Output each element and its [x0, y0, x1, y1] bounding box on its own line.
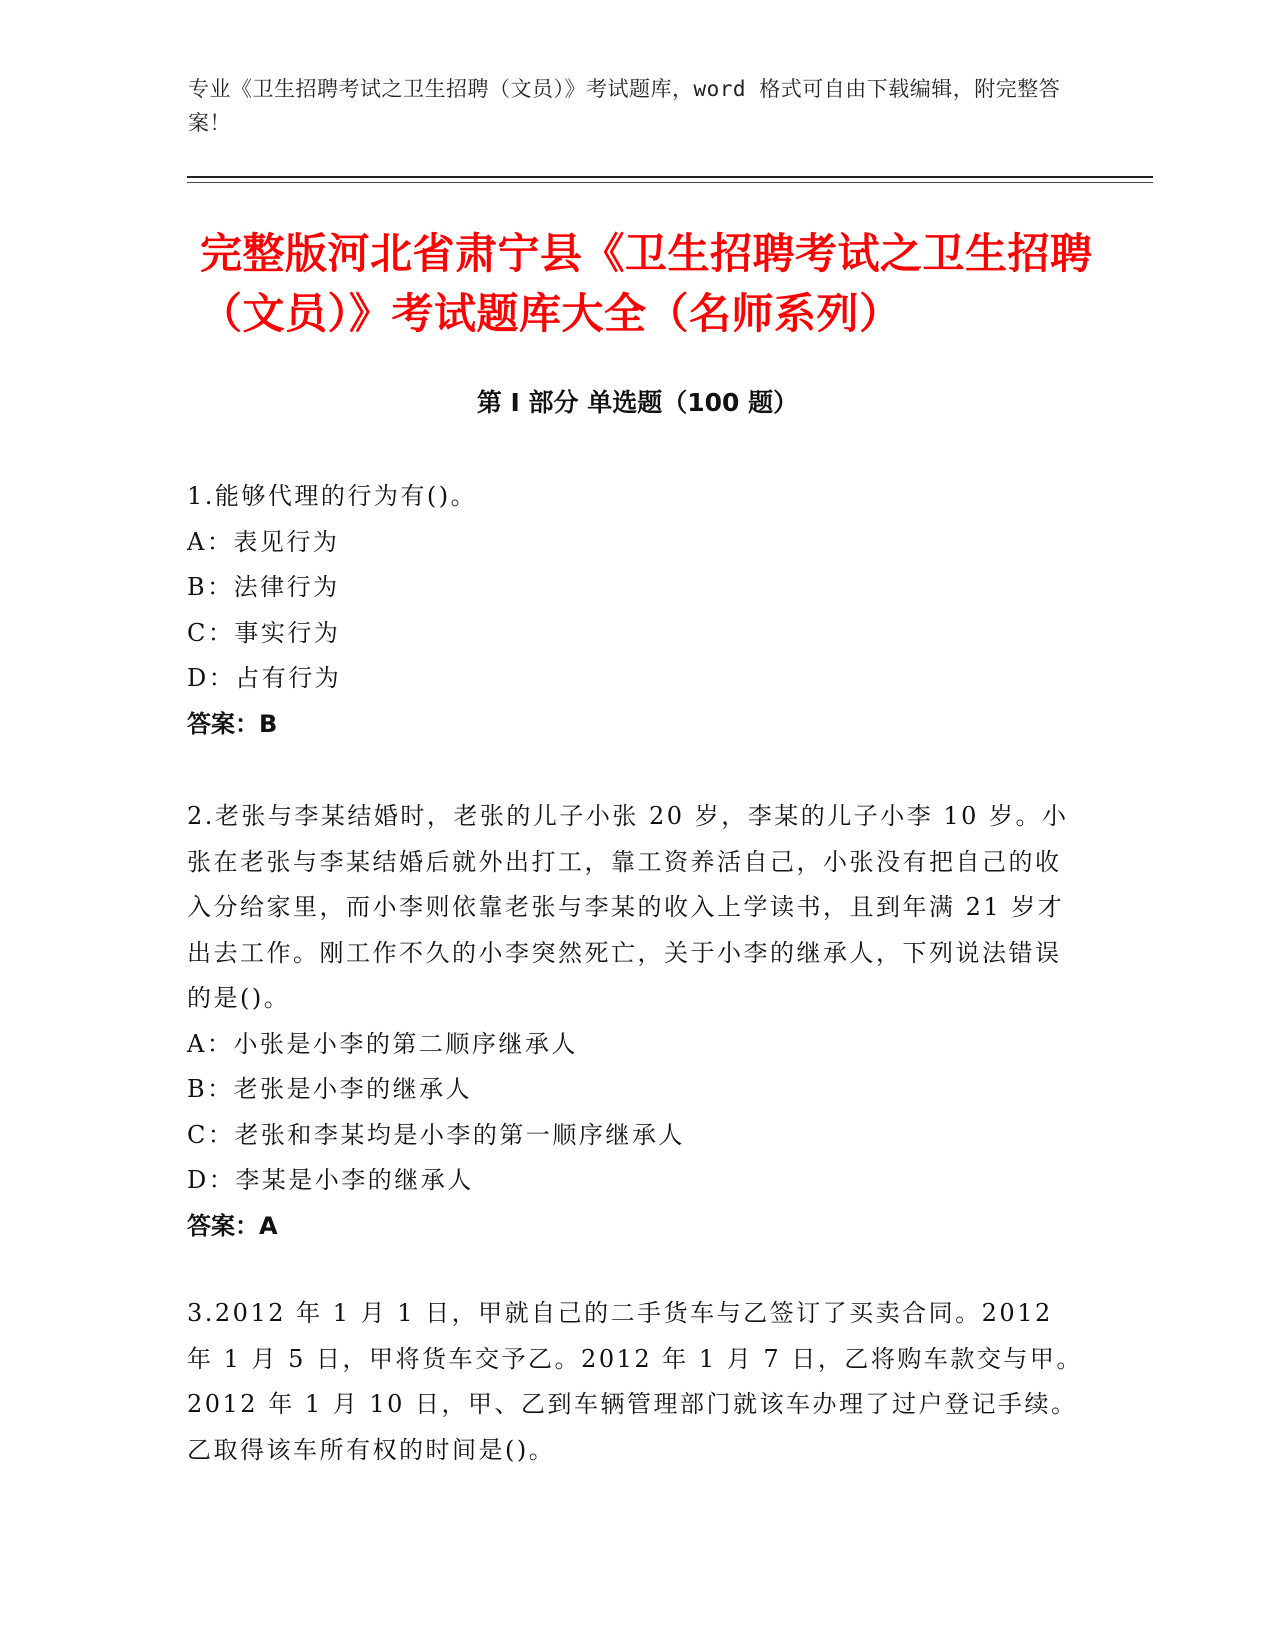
document-title: 完整版河北省肃宁县《卫生招聘考试之卫生招聘（文员）》考试题库大全（名师系列）	[200, 229, 1093, 338]
option-a: A：表见行为	[187, 527, 340, 556]
header-rule-thick	[187, 176, 1153, 178]
header-rule-thin	[187, 182, 1153, 183]
option-c: C：老张和李某均是小李的第一顺序继承人	[187, 1120, 685, 1149]
question-stem: 3.2012 年 1 月 1 日，甲就自己的二手货车与乙签订了买卖合同。2012 年 1 月 5 日，甲将货车交予乙。2012 年 1 月 7 日，乙将购车款交与甲。2012 年 1 月 10 日，甲、乙到车辆管理部门就该车办理了过户登记手续。乙取得该车所有权的时间是()。	[187, 1299, 1083, 1464]
question-block	[187, 474, 1087, 747]
answer-line: 答案：A	[187, 1211, 278, 1240]
option-d: D：李某是小李的继承人	[187, 1166, 474, 1194]
question-block	[187, 794, 1087, 1249]
question-stem: 2.老张与李某结婚时，老张的儿子小张 20 岁，李某的儿子小李 10 岁。小张在老张与李某结婚后就外出打工，靠工资养活自己，小张没有把自己的收入分给家里，而小李则依靠老张与李某的收入上学读书，且到年满 21 岁才出去工作。刚工作不久的小李突然死亡，关于小李的继承人，下列说法错误的是()。	[187, 802, 1069, 1012]
question-stem: 1.能够代理的行为有()。	[187, 482, 478, 510]
option-b: B：老张是小李的继承人	[187, 1075, 473, 1103]
question-block	[187, 1291, 1087, 1473]
header-note: 专业《卫生招聘考试之卫生招聘（文员）》考试题库，word 格式可自由下载编辑，附完整答案！	[188, 77, 1061, 135]
option-c: C：事实行为	[187, 618, 341, 647]
section-heading: 第 I 部分 单选题（100 题）	[476, 388, 799, 417]
option-d: D：占有行为	[187, 664, 342, 692]
answer-line: 答案：B	[187, 709, 278, 738]
option-a: A：小张是小李的第二顺序继承人	[187, 1029, 578, 1058]
option-b: B：法律行为	[187, 573, 340, 601]
